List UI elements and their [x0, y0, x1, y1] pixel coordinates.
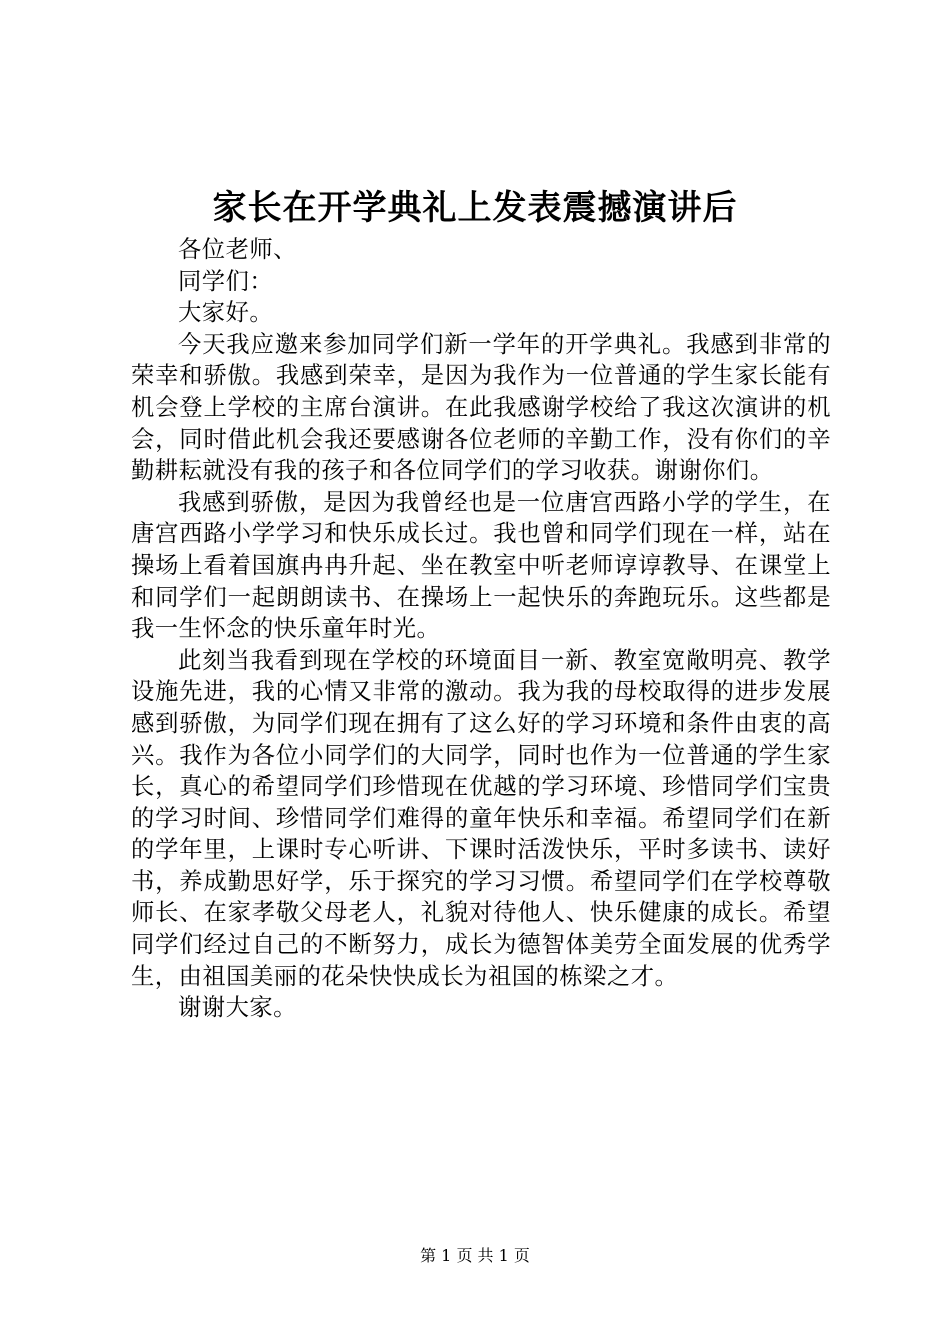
- paragraph-pride: 我感到骄傲，是因为我曾经也是一位唐宫西路小学的学生，在唐宫西路小学学习和快乐成长过。我也曾和同学们现在一样，站在操场上看着国旗冉冉升起、坐在教室中听老师谆谆教导、在课堂上和同学们一起朗朗读书、在操场上一起快乐的奔跑玩乐。这些都是我一生怀念的快乐童年时光。: [131, 488, 831, 643]
- document-body: [131, 234, 831, 1024]
- closing-thanks: 谢谢大家。: [178, 994, 297, 1022]
- salutation-students: 同学们：: [178, 267, 274, 295]
- salutation-teachers: 各位老师、: [178, 236, 297, 263]
- document-title: 家长在开学典礼上发表震撼演讲后: [212, 188, 738, 228]
- paragraph-honor: 今天我应邀来参加同学们新一学年的开学典礼。我感到非常的荣幸和骄傲。我感到荣幸，是因为我作为一位普通的学生家长能有机会登上学校的主席台演讲。在此我感谢学校给了我这次演讲的机会，同时借此机会我还要感谢各位老师的辛勤工作，没有你们的辛勤耕耘就没有我的孩子和各位同学们的学习收获。谢谢你们。: [131, 330, 831, 485]
- greeting: 大家好。: [178, 299, 274, 327]
- paragraph-hopes: 此刻当我看到现在学校的环境面目一新、教室宽敞明亮、教学设施先进，我的心情又非常的激动。我为我的母校取得的进步发展感到骄傲，为同学们现在拥有了这么好的学习环境和条件由衷的高兴。我作为各位小同学们的大同学，同时也作为一位普通的学生家长，真心的希望同学们珍惜现在优越的学习环境、珍惜同学们宝贵的学习时间、珍惜同学们难得的童年快乐和幸福。希望同学们在新的学年里，上课时专心听讲、下课时活泼快乐，平时多读书、读好书，养成勤思好学，乐于探究的学习习惯。希望同学们在学校尊敬师长、在家孝敬父母老人，礼貌对待他人、快乐健康的成长。希望同学们经过自己的不断努力，成长为德智体美劳全面发展的优秀学生，由祖国美丽的花朵快快成长为祖国的栋梁之才。: [131, 646, 831, 990]
- page-number-footer: 第 1 页 共 1 页: [420, 1246, 530, 1265]
